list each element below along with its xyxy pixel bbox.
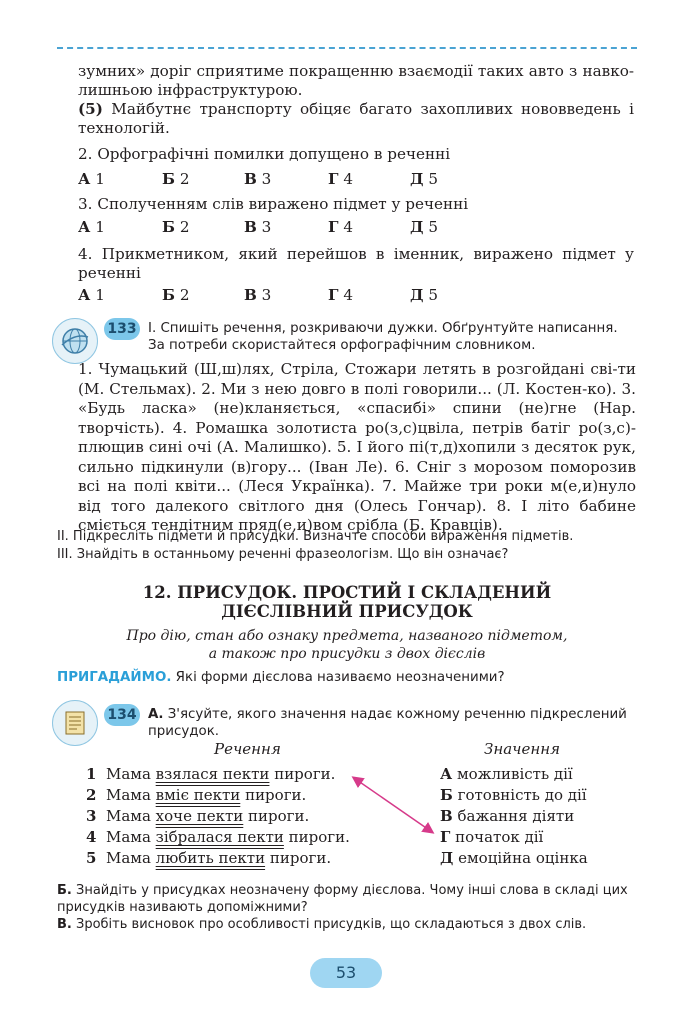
meaning-item: Б готовність до дії bbox=[440, 786, 587, 804]
table-row: 4 Мама зібралася пекти пироги. bbox=[86, 828, 350, 846]
task-133-part-ii: II. Підкресліть підмети й присудки. Визначте способи вираження підметів. bbox=[57, 529, 574, 544]
epigraph-line1: Про дію, стан або ознаку предмета, названого підметом, bbox=[126, 628, 568, 644]
remember-note: ПРИГАДАЙМО. Які форми дієслова називаємо неозначеними? bbox=[57, 670, 505, 685]
question-3: 3. Сполученням слів виражено підмет у реченні bbox=[78, 195, 469, 213]
notebook-icon bbox=[52, 700, 98, 746]
table-row: 5 Мама любить пекти пироги. bbox=[86, 849, 332, 867]
meaning-item: Д емоційна оцінка bbox=[440, 849, 588, 867]
page-number: 53 bbox=[310, 958, 382, 988]
table-row: 1 Мама взялася пекти пироги. bbox=[86, 765, 336, 783]
column-header-sentences: Речення bbox=[214, 740, 281, 758]
column-header-meanings: Значення bbox=[484, 740, 561, 758]
task-133-number: 133 bbox=[104, 318, 140, 340]
question-4-options: А 1 Б 2 В 3 Г 4 Д 5 bbox=[78, 286, 439, 304]
task-134-part-b: Б. Знайдіть у присудках неозначену форму дієслова. Чому інші слова в складі цих присудків називають допоміжними? bbox=[57, 883, 628, 915]
meaning-item: А можливість дії bbox=[440, 765, 573, 783]
task-134-part-c: В. Зробіть висновок про особливості присудків, що складаються з двох слів. bbox=[57, 917, 587, 932]
task-133-instruction: I. Спишіть речення, розкриваючи дужки. Обґрунтуйте написання. За потреби скористайтеся орфографічним словником. bbox=[148, 321, 618, 353]
table-row: 2 Мама вміє пекти пироги. bbox=[86, 786, 307, 804]
task-133-part-iii: III. Знайдіть в останньому реченні фразеологізм. Що він означає? bbox=[57, 547, 509, 562]
table-row: 3 Мама хоче пекти пироги. bbox=[86, 807, 310, 825]
top-dashed-rule bbox=[57, 47, 637, 49]
question-4: 4. Прикметником, який перейшов в іменник, виражено підмет у реченні bbox=[78, 245, 634, 282]
question-2: 2. Орфографічні помилки допущено в реченні bbox=[78, 145, 451, 163]
task-134-part-a: А. З'ясуйте, якого значення надає кожному реченню підкреслений присудок. bbox=[148, 707, 627, 739]
epigraph-line2: а також про присудки з двох дієслів bbox=[208, 646, 486, 662]
question-2-options: А 1 Б 2 В 3 Г 4 Д 5 bbox=[78, 170, 439, 188]
paragraph-5: (5) Майбутнє транспорту обіцяє багато захопливих нововведень і технологій. bbox=[78, 100, 634, 137]
meaning-item: Г початок дії bbox=[440, 828, 544, 846]
example-arrow bbox=[340, 770, 440, 840]
task-133-text: 1. Чумацький (Ш,ш)лях, Стріла, Стожари летять в розгойдані сві-ти (М. Стельмах). 2. Ми з нею довго в полі говорили... (Л. Костен-ко). 3. «Будь ласка» (не)кланяється, «спасибі» спини (не)гне (Нар. творчість). 4. Ромашка золотиста ро(з,с)цвіла, петрів батіг ро(з,с)-плющив сині очі (А. Малишко). 5. І його пі(т,д)хопили з десяток рук, сильно підкинули (в)гору... (Іван Ле). 6. Сніг з морозом поморозив всі на полі квіти... (Леся Українка). 7. Майже три роки м(е,и)нуло від того далекого світлого дня (Олесь Гончар). 8. І літо бабине сміється тендітним пряд(е,и)вом срібла (Б. Кравців). bbox=[78, 360, 636, 534]
question-3-options: А 1 Б 2 В 3 Г 4 Д 5 bbox=[78, 218, 439, 236]
meaning-item: В бажання діяти bbox=[440, 807, 575, 825]
intro-paragraph: зумних» доріг сприятиме покращенню взаємодії таких авто з навко-лишньою інфраструктурою. bbox=[78, 62, 634, 99]
section-title-line1: 12. ПРИСУДОК. ПРОСТИЙ І СКЛАДЕНИЙ bbox=[142, 583, 552, 602]
section-title-line2: ДІЄСЛІВНИЙ ПРИСУДОК bbox=[221, 602, 473, 621]
task-134-number: 134 bbox=[104, 704, 140, 726]
globe-icon bbox=[52, 318, 98, 364]
